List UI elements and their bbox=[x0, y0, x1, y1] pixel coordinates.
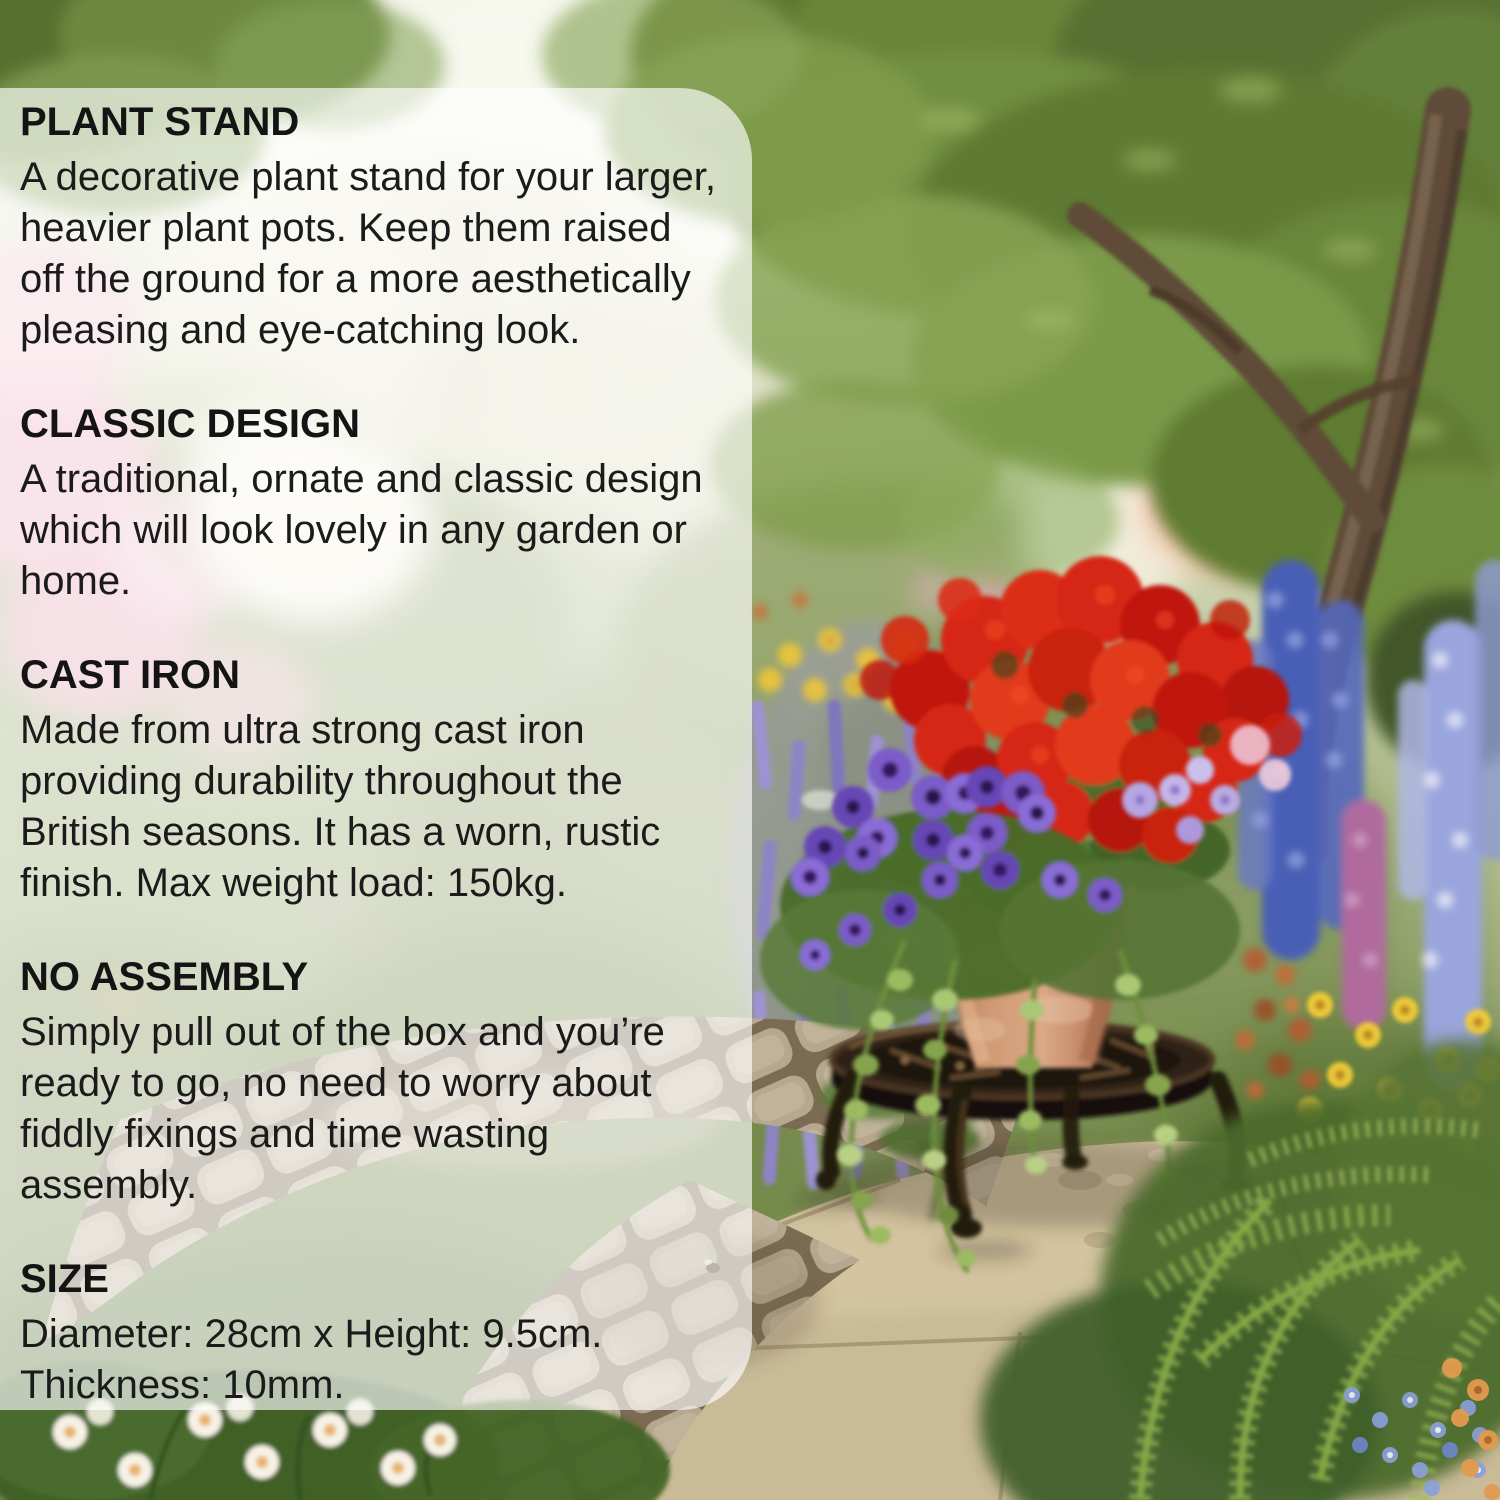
section-body: Made from ultra strong cast iron providing durability throughout the British seasons. It has a worn, rustic finish. Max weight load: 150kg. bbox=[20, 708, 661, 905]
section-heading: SIZE bbox=[20, 1257, 109, 1301]
section-cast-iron bbox=[20, 651, 724, 909]
section-body: A traditional, ornate and classic design which will look lovely in any garden or home. bbox=[20, 457, 703, 603]
section-no-assembly bbox=[20, 953, 724, 1211]
section-heading: CAST IRON bbox=[20, 653, 240, 697]
section-plant-stand bbox=[20, 98, 724, 356]
section-body: Simply pull out of the box and you’re ready to go, no need to worry about fiddly fixings and time wasting assembly. bbox=[20, 1010, 665, 1207]
description-panel bbox=[0, 88, 752, 1410]
section-body: A decorative plant stand for your larger, heavier plant pots. Keep them raised off the ground for a more aesthetically pleasing and eye-catching look. bbox=[20, 155, 716, 352]
section-heading: NO ASSEMBLY bbox=[20, 955, 309, 999]
section-size bbox=[20, 1255, 724, 1411]
section-heading: CLASSIC DESIGN bbox=[20, 402, 361, 446]
section-classic-design bbox=[20, 400, 724, 607]
section-body: Diameter: 28cm x Height: 9.5cm. Thickness: 10mm. bbox=[20, 1312, 603, 1407]
section-heading: PLANT STAND bbox=[20, 100, 300, 144]
